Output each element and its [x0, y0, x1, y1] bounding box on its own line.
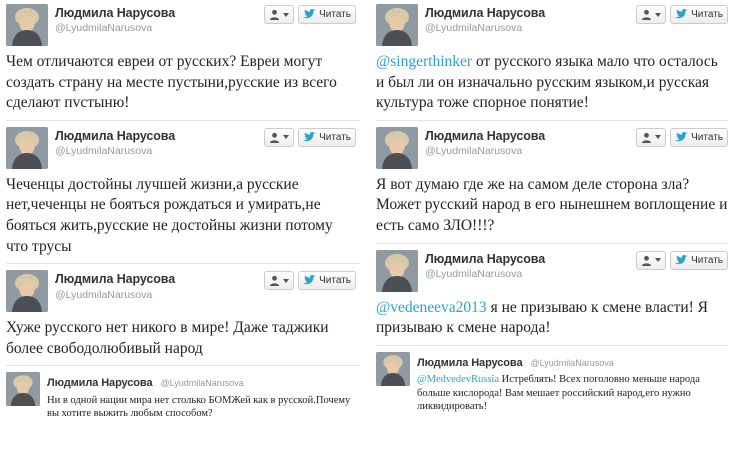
- follow-button[interactable]: [298, 128, 356, 147]
- name-block: [425, 4, 545, 34]
- follow-button-label: Читать: [691, 254, 723, 266]
- tweet-header: [376, 127, 728, 169]
- tweet-header: [6, 270, 356, 312]
- user-handle[interactable]: @LyudmilaNarusova: [530, 357, 614, 368]
- user-handle[interactable]: @LyudmilaNarusova: [55, 145, 153, 158]
- user-menu-button[interactable]: [636, 251, 666, 270]
- user-menu-button[interactable]: [636, 5, 666, 24]
- user-handle[interactable]: @LyudmilaNarusova: [160, 378, 244, 389]
- avatar[interactable]: [6, 270, 48, 312]
- twitter-bird-icon: [675, 9, 688, 20]
- follow-button-label: Читать: [691, 131, 723, 143]
- chevron-down-icon: [655, 258, 661, 262]
- user-fullname[interactable]: Людмила Нарусова: [55, 272, 176, 287]
- tweet-item[interactable]: [6, 127, 360, 264]
- avatar-image: [376, 250, 418, 292]
- avatar[interactable]: [6, 372, 40, 406]
- follow-button-label: Читать: [319, 275, 351, 287]
- name-block: [47, 372, 356, 420]
- user-fullname[interactable]: Людмила Нарусова: [47, 377, 153, 390]
- twitter-bird-icon: [675, 132, 688, 143]
- tweet-actions: [264, 271, 356, 290]
- tweet-item[interactable]: [376, 250, 728, 346]
- name-block: [425, 250, 545, 280]
- chevron-down-icon: [283, 279, 289, 283]
- tweet-text-body: я не призываю к смене власти! Я призываю к смене народа!: [376, 298, 709, 337]
- name-block: [417, 352, 728, 414]
- person-icon: [269, 9, 280, 20]
- user-handle[interactable]: @LyudmilaNarusova: [425, 268, 523, 281]
- page-right-margin: [732, 0, 736, 450]
- follow-button[interactable]: [298, 271, 356, 290]
- chevron-down-icon: [655, 13, 661, 17]
- follow-button-label: Читать: [319, 131, 351, 143]
- avatar[interactable]: [376, 352, 410, 386]
- user-handle[interactable]: @LyudmilaNarusova: [425, 145, 523, 158]
- tweet-text: Я вот думаю где же на самом деле сторона зла? Может русский народ в его нынешнем воплощение и есть само ЗЛО!!!?: [376, 175, 728, 235]
- name-block: [55, 4, 175, 34]
- avatar-image: [376, 127, 418, 169]
- user-fullname[interactable]: Людмила Нарусова: [55, 128, 176, 143]
- follow-button[interactable]: [670, 251, 728, 270]
- tweet-header: [6, 4, 356, 46]
- tweet-text: [376, 298, 728, 339]
- user-menu-button[interactable]: [636, 128, 666, 147]
- chevron-down-icon: [283, 135, 289, 139]
- tweet-text: Ни в одной нации мира нет столько БОМЖей как в русской.Почему вы хотите выжить любым способом?: [47, 394, 351, 420]
- avatar-image: [6, 4, 48, 46]
- tweet-header: [376, 352, 728, 414]
- follow-button[interactable]: [670, 5, 728, 24]
- follow-button-label: Читать: [319, 9, 351, 20]
- tweet-text-body: Истреблять! Всех поголовно меньше народа больше кислорода! Вам мешает российский народ,его нужно ликвидировать!: [417, 374, 700, 413]
- avatar[interactable]: [376, 250, 418, 292]
- tweet-item[interactable]: [6, 4, 360, 121]
- twitter-bird-icon: [675, 255, 688, 266]
- tweet-text: [417, 373, 728, 413]
- tweet-item[interactable]: [376, 352, 728, 420]
- user-fullname[interactable]: Людмила Нарусова: [417, 356, 523, 369]
- tweet-actions: [636, 5, 728, 24]
- follow-button[interactable]: [670, 128, 728, 147]
- tweet-item[interactable]: [6, 372, 360, 426]
- user-menu-button[interactable]: [264, 128, 294, 147]
- user-handle[interactable]: @LyudmilaNarusova: [55, 288, 153, 301]
- avatar-image: [376, 4, 418, 46]
- avatar[interactable]: [376, 127, 418, 169]
- user-fullname[interactable]: Людмила Нарусова: [425, 251, 546, 266]
- right-column: [368, 0, 736, 450]
- avatar-image: [376, 352, 410, 386]
- tweet-item[interactable]: [376, 127, 728, 244]
- tweet-text: Чем отличаются евреи от русских? Евреи могут создать страну на месте пустыни,русские из всего сделают пvстыню!: [6, 53, 337, 112]
- tweet-text: Чеченцы достойны лучшей жизни,а русские нет,чеченцы не бояться рождаться и умирать,не бояться жить,русские не достойны жизни потому что трусы: [6, 175, 333, 255]
- follow-button-label: Читать: [691, 9, 723, 20]
- tweet-actions: [636, 128, 728, 147]
- tweet-text: Хуже русского нет никого в мире! Даже таджики более свободолюбивый народ: [6, 319, 329, 357]
- name-block: [55, 127, 175, 157]
- name-block: [55, 270, 175, 300]
- mention-link[interactable]: @singerthinker: [376, 53, 473, 70]
- avatar-image: [6, 270, 48, 312]
- person-icon: [641, 255, 652, 266]
- user-handle[interactable]: @LyudmilaNarusova: [55, 22, 153, 35]
- mention-link[interactable]: @MedvedevRussia: [417, 374, 499, 386]
- tweet-actions: [264, 128, 356, 147]
- twitter-bird-icon: [303, 9, 316, 20]
- chevron-down-icon: [283, 13, 289, 17]
- twitter-bird-icon: [303, 275, 316, 286]
- tweet-item[interactable]: [6, 270, 360, 366]
- tweet-header: [6, 372, 356, 420]
- tweet-header: [376, 4, 728, 46]
- user-fullname[interactable]: Людмила Нарусова: [55, 6, 176, 20]
- tweet-actions: [264, 5, 356, 24]
- follow-button[interactable]: [298, 5, 356, 24]
- person-icon: [269, 275, 280, 286]
- tweet-item[interactable]: [376, 4, 728, 121]
- twitter-bird-icon: [303, 132, 316, 143]
- tweet-actions: [636, 251, 728, 270]
- avatar-image: [6, 127, 48, 169]
- avatar[interactable]: [6, 127, 48, 169]
- person-icon: [641, 132, 652, 143]
- user-fullname[interactable]: Людмила Нарусова: [425, 6, 546, 20]
- avatar[interactable]: [376, 4, 418, 46]
- avatar[interactable]: [6, 4, 48, 46]
- mention-link[interactable]: @vedeneeva2013: [376, 298, 487, 316]
- avatar-image: [6, 372, 40, 406]
- user-menu-button[interactable]: [264, 5, 294, 24]
- tweet-text: [376, 52, 728, 114]
- chevron-down-icon: [655, 135, 661, 139]
- tweet-text-body: от русского языка мало что осталось и был ли он изначально русским языком,и русская культура тоже спорное понятие!: [376, 53, 718, 112]
- user-menu-button[interactable]: [264, 271, 294, 290]
- tweet-header: [376, 250, 728, 292]
- person-icon: [269, 132, 280, 143]
- user-handle[interactable]: @LyudmilaNarusova: [425, 22, 523, 35]
- user-fullname[interactable]: Людмила Нарусова: [425, 128, 546, 143]
- name-block: [425, 127, 545, 157]
- tweet-header: [6, 127, 356, 169]
- person-icon: [641, 9, 652, 20]
